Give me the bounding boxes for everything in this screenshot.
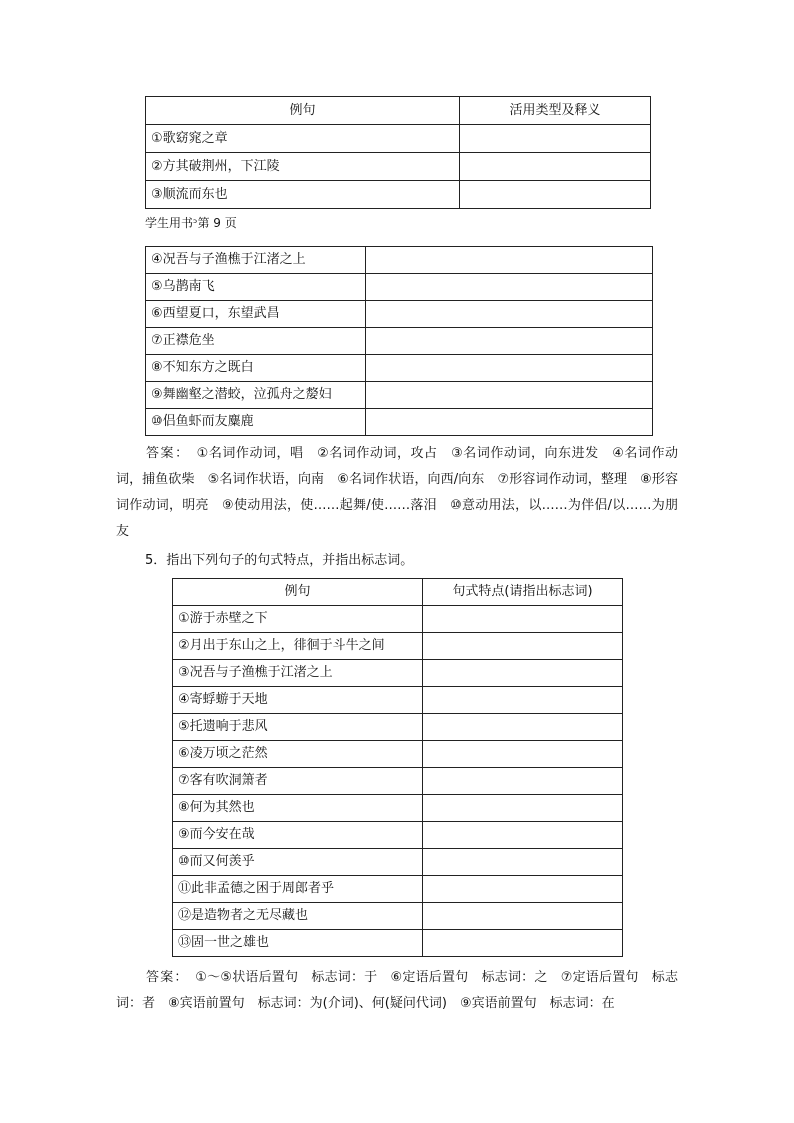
answer-label: 答案： (146, 970, 183, 985)
answer-cell (423, 606, 623, 633)
table-header-row (146, 97, 651, 125)
table-row (146, 409, 653, 436)
answer-cell (460, 181, 651, 209)
table-row (146, 382, 653, 409)
answer-cell (423, 903, 623, 930)
example-cell: ④寄蜉蝣于天地 (173, 687, 423, 714)
table-row (173, 930, 623, 957)
table-row (173, 633, 623, 660)
example-cell: ⑪此非孟德之困于周郎者乎 (173, 876, 423, 903)
answer-cell (423, 930, 623, 957)
answer-text: ①名词作动词，唱 ②名词作动词，攻占 ③名词作动词，向东进发 ④名词作动词，捕鱼砍柴 ⑤名词作状语，向南 ⑥名词作状语，向西/向东 ⑦形容词作动词，整理 ⑧形容词作动词，明亮 ⑨使动用法，使……起舞/使……落泪 ⑩意动用法，以……为伴侣/以……为朋友 (116, 446, 678, 539)
answer-cell (366, 328, 653, 355)
column-header-usage: 活用类型及释义 (460, 97, 651, 125)
answer-cell (423, 687, 623, 714)
example-cell: ⑩而又何羡乎 (173, 849, 423, 876)
page-reference-note: 学生用书ᵓ第 9 页 (145, 216, 237, 230)
example-cell: ②月出于东山之上，徘徊于斗牛之间 (173, 633, 423, 660)
answer-cell (423, 714, 623, 741)
table-row (146, 301, 653, 328)
example-cell: ⑨舞幽壑之潜蛟，泣孤舟之嫠妇 (146, 382, 366, 409)
answer-cell (423, 741, 623, 768)
answer-cell (366, 409, 653, 436)
table-row (173, 741, 623, 768)
answer-paragraph-usage (116, 441, 678, 545)
table-row (146, 247, 653, 274)
table-word-usage-part1 (145, 96, 651, 209)
table-row (173, 714, 623, 741)
example-cell: ⑫是造物者之无尽藏也 (173, 903, 423, 930)
table-row (173, 876, 623, 903)
table-word-usage-part2 (145, 246, 653, 436)
answer-label: 答案： (146, 446, 184, 461)
table-header-row (173, 579, 623, 606)
example-cell: ⑥凌万顷之茫然 (173, 741, 423, 768)
answer-cell (423, 660, 623, 687)
table-row (146, 328, 653, 355)
example-cell: ⑤乌鹊南飞 (146, 274, 366, 301)
answer-cell (423, 633, 623, 660)
table-row (146, 181, 651, 209)
example-cell: ②方其破荆州，下江陵 (146, 153, 460, 181)
example-cell: ⑧何为其然也 (173, 795, 423, 822)
answer-cell (423, 768, 623, 795)
answer-cell (366, 355, 653, 382)
column-header-example: 例句 (146, 97, 460, 125)
table-row (146, 274, 653, 301)
table-row (173, 687, 623, 714)
table-row (173, 606, 623, 633)
column-header-pattern: 句式特点(请指出标志词) (423, 579, 623, 606)
answer-cell (423, 822, 623, 849)
example-cell: ⑨而今安在哉 (173, 822, 423, 849)
example-cell: ⑦客有吹洞箫者 (173, 768, 423, 795)
answer-cell (366, 301, 653, 328)
table-row (173, 822, 623, 849)
example-cell: ④况吾与子渔樵于江渚之上 (146, 247, 366, 274)
table-row (146, 153, 651, 181)
column-header-example: 例句 (173, 579, 423, 606)
table-row (173, 768, 623, 795)
example-cell: ①游于赤壁之下 (173, 606, 423, 633)
example-cell: ⑦正襟危坐 (146, 328, 366, 355)
example-cell: ⑧不知东方之既白 (146, 355, 366, 382)
answer-cell (423, 849, 623, 876)
table-row (146, 125, 651, 153)
example-cell: ①歌窈窕之章 (146, 125, 460, 153)
example-cell: ⑬固一世之雄也 (173, 930, 423, 957)
question-5-heading: 5．指出下列句子的句式特点，并指出标志词。 (145, 553, 414, 568)
answer-cell (366, 382, 653, 409)
answer-cell (423, 795, 623, 822)
answer-cell (460, 153, 651, 181)
answer-text: ①～⑤状语后置句 标志词：于 ⑥定语后置句 标志词：之 ⑦定语后置句 标志词：者 ⑧宾语前置句 标志词：为(介词)、何(疑问代词) ⑨宾语前置句 标志词：在 (116, 970, 678, 1011)
table-row (173, 795, 623, 822)
answer-paragraph-patterns (116, 965, 678, 1017)
example-cell: ⑩侣鱼虾而友麋鹿 (146, 409, 366, 436)
answer-cell (366, 247, 653, 274)
answer-cell (366, 274, 653, 301)
answer-cell (460, 125, 651, 153)
table-row (173, 660, 623, 687)
table-row (173, 903, 623, 930)
example-cell: ⑤托遗响于悲风 (173, 714, 423, 741)
example-cell: ⑥西望夏口，东望武昌 (146, 301, 366, 328)
table-row (173, 849, 623, 876)
table-sentence-patterns (172, 578, 623, 957)
answer-cell (423, 876, 623, 903)
example-cell: ③况吾与子渔樵于江渚之上 (173, 660, 423, 687)
table-row (146, 355, 653, 382)
example-cell: ③顺流而东也 (146, 181, 460, 209)
